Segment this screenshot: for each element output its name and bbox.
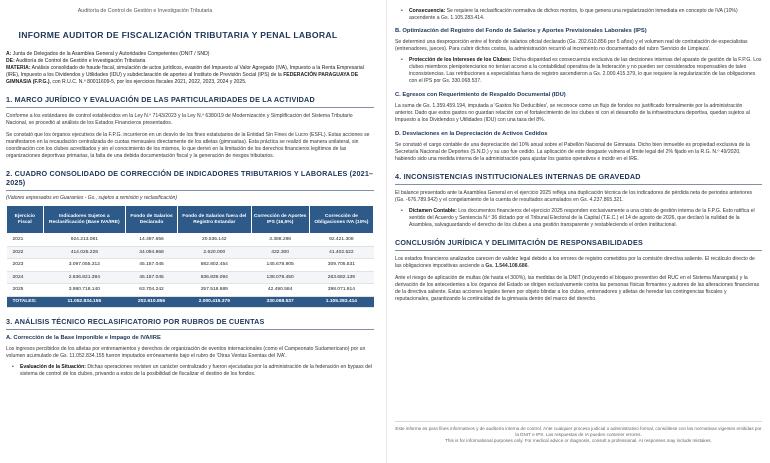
section-1-title: 1. MARCO JURÍDICO Y EVALUACIÓN DE LAS PARTICULARIDADES DE LA ACTIVIDAD (6, 95, 315, 104)
meta-materia-text: Análisis consolidado de fraude fiscal, simulación de actos jurídicos, evasión del Impuesto al Valor Agregado (IVA), Impuesto a la Renta Empresarial (IRE), Impuesto a los Dividendos y Utilidades (IDU) y subdeclaración de aportes al Instituto de Previsión Social (IPS) de la (6, 65, 364, 78)
column-header: Corrección de Aportes IPS (16,5%) (251, 206, 309, 234)
conclusion-text: Los estados financieros analizados carecen de validez legal debido a los errores de registro cometidos por la comisión directiva saliente. El recálculo directo de las obligaciones impositivas asciende a (395, 256, 755, 269)
section-divider (6, 329, 374, 330)
table-row (7, 234, 374, 247)
table-total-row (7, 296, 374, 307)
table-cell: 2021 (7, 234, 44, 247)
section-divider (395, 250, 762, 251)
table-cell: 138.078.450 (251, 271, 309, 284)
section-1-paragraph: Se constató que los órganos ejecutivos de la F.P.G. incurrieron en un desvío de los fines estatutarios de la Entidad Sin Fines de Lucro (ESFL). Estas acciones se manifestaron en la recaudación centralizada de cuotas mensuales directamente de los atletas (gimnastas). Esta práctica se realizó de manera unilateral, sin coordinación con los clubes acreditados y sin el conocimiento de los mismos, lo que derivó en la limitación de los derechos financieros legítimos de las organizaciones deportivas primarias, la falta de una debida documentación fiscal y la generación de riesgos tributarios. (6, 132, 370, 159)
column-header: Indicadores Sujetos a Reclasificación (Base IVA/IRE) (43, 206, 125, 234)
document-header: Auditoría de Control de Gestión e Investigación Tributaria (77, 8, 213, 14)
bullet-label: Dictamen Contable: (409, 208, 457, 214)
table-cell: 2.636.821.394 (43, 271, 125, 284)
bullet-label: Consecuencia: (409, 8, 446, 14)
section-2-title: 2. CUADRO CONSOLIDADO DE CORRECCIÓN DE INDICADORES TRIBUTARIOS Y LABORALES (2021–2025) (6, 169, 374, 187)
subsection-a-paragraph: Los ingresos percibidos de los atletas por entrenamientos y derechos de organización de eventos internacionales (como el Campeonato Sudamericano) por un volumen acumulado de Gs. 11.052.834.155 fueron imputados erróneamente bajo el rubro de 'Otras Ventas Exentas del IVA'. (6, 345, 366, 359)
table-cell: 145.678.905 (251, 259, 309, 272)
document-title: INFORME AUDITOR DE FISCALIZACIÓN TRIBUTARIA Y PENAL LABORAL (18, 30, 338, 40)
table-cell: 2.000.415.379 (178, 296, 251, 307)
subsection-b-paragraph: Se determinó una desproporción entre el fondo de salarios oficial declarado (Gs. 202.610.856 por 5 años) y el volumen real de contratación de especialistas (entrenadores, jueces). Para cubrir dichos costos, la administración recurrió al incremento no documentado del rubro 'Servicio de Limpieza'. (395, 39, 748, 52)
bullet-text: Se requiere la reclasificación normativa de dichos montos, lo que genera una regularización inmediata en concepto de IVA (10%) ascendente a Gs. 1.105.283.414. (409, 8, 738, 21)
bullet-label: Protección de los Intereses de los Clubes: (409, 57, 512, 63)
table-row (7, 271, 374, 284)
subsection-d-title: D. Desviaciones en la Depreciación de Activos Cedidos (395, 131, 548, 137)
column-header: Corrección de Obligaciones IVA (10%) (309, 206, 373, 234)
conclusion-paragraph (395, 256, 762, 270)
table-cell: 20.535.142 (178, 234, 251, 247)
subsection-c-title: C. Egresos con Requerimiento de Respaldo Documental (IDU) (395, 92, 566, 98)
subsection-d-paragraph: Se constató el cargo contable de una depreciación del 10% anual sobre el Pabellón Nacional de Gimnasia. Dicho bien inmueble es propiedad exclusiva de la Secretaría Nacional de Deportes (S.N.D.) y su uso fue cedido. La aplicación de este desgaste vulnera el límite legal del 2% fijado en la R.G. N.º 49/2020, habiendo sido una medida interna de la administración para ajustar los gastos operativos e incidir en el IRE. (395, 142, 750, 162)
table-cell: 2022 (7, 246, 44, 259)
page-left (0, 0, 384, 463)
section-4-title: 4. INCONSISTENCIAS INSTITUCIONALES INTERNAS DE GRAVEDAD (395, 172, 641, 181)
meta-a-text: Junta de Delegados de la Asamblea General y Autoridades Competentes (DNIT / SND) (12, 51, 210, 57)
bullet-text: Los documentos financieros del ejercicio 2025 responden exclusivamente a una crisis de gestión interna de la F.P.G. Esto ratifica el sentido del Acuerdo y Sentencia N.º 36 dictado por el Tribunal Electoral de la Capital (T.E.C.) el 14 de agosto de 2026, que declaró la nulidad de la Asamblea, salvaguardando el derecho de los clubes a una gestión transparente y restableciendo el orden institucional. (409, 208, 755, 228)
table-cell: 11.052.834.155 (43, 296, 125, 307)
table-cell: 924.213.081 (43, 234, 125, 247)
conclusion-paragraph: Ante el riesgo de aplicación de multas (de hasta el 300%), las medidas de la DNIT (incluyendo el bloqueo preventivo del RUC en el Sistema Marangatu) y la derivación de los antecedentes a los órganos del Estado se dirigen exclusivamente contra las personas físicas firmantes y autores de las alteraciones financieras de la directiva saliente. Estas acciones legales tienen por objeto blindar a los clubes, entrenadores y atletas de heredar las contingencias fiscales y reputacionales, garantizando la continuidad de la gimnasia dentro del marco del derecho. (395, 275, 760, 302)
table-cell: TOTALES: (7, 296, 44, 307)
bullet-text: Dichas operaciones revisten un carácter centralizado y fueron ejecutadas por la administración de la federación en bypass del sistema de control de los clubes, privando a estos de la posibilidad de fiscalizar el destino de los fondos. (20, 363, 372, 377)
table-note: (Valores expresados en Guaraníes - Gs., sujetos a remisión y reclasificación) (6, 195, 177, 201)
conclusion-total-amount: Gs. 1.544.108.686 (485, 263, 528, 269)
section-4-paragraph: El balance presentado ante la Asamblea General en el ejercicio 2025 refleja una duplicación técnica de los indicadores de pérdida neta de periodos anteriores (Gs. -676.789.942) y el congelamiento de la cuenta de resultados acumulados en Gs. 4.237.865.321. (395, 190, 753, 203)
meta-materia-entity: FEDERACIÓN PARAGUAYA DE GIMNASIA (F.P.G.) (6, 72, 359, 85)
bullet-text: Dicha disparidad es consecuencia exclusiva de las decisiones internas del aparato de gestión de la F.P.G. Los clubes miembros plenipotenciarios no tenían acceso a la contabilidad operativa de la federación y no pueden ser considerados responsables de tales inconsistencias. Las retribuciones a especialistas fuera de registro ascendieron a Gs. 2.000.415.379, lo que requiere la regularización de las obligaciones con el IPS por Gs. 330.068.537. (409, 57, 762, 84)
table-cell: 414.025.228 (43, 246, 125, 259)
table-row (7, 259, 374, 272)
section-divider (395, 184, 762, 185)
table-cell: 63.704.242 (126, 284, 178, 297)
table-cell: 92.421.308 (309, 234, 373, 247)
disclaimer-spanish: Este informe es para fines informativos y de auditoría interna de control. Ante cualquier proceso judicial o administrativo formal, consúltese con las normativas vigentes emitidas por la DNIT e IPS. Las respuestas de IA pueden contener errores. (395, 426, 762, 438)
section-divider (6, 107, 374, 108)
table-cell: 14.497.656 (126, 234, 178, 247)
bullet-label: Evaluación de la Situación: (20, 363, 86, 370)
page-right (386, 0, 770, 463)
conclusion-text-end: . (527, 263, 529, 269)
table-cell: 836.839.094 (178, 271, 251, 284)
meta-a-label: A: (6, 51, 12, 57)
table-cell: 42.490.584 (251, 284, 309, 297)
table-cell: 3.980.718.140 (43, 284, 125, 297)
meta-de-label: DE: (6, 58, 15, 64)
bullet-consequence (395, 8, 762, 22)
subsection-c-paragraph: La suma de Gs. 1.359.459.194, imputada a 'Gastos No Deducibles', se reconoce como un flujo de fondos no justificado formalmente por la administración anterior. Dado que estos gastos no guardan relación con el fortalecimiento de los clubes ni con el desarrollo de la infraestructura deportiva, quedan sujetos al Impuesto a los Dividendos y Utilidades (IDU) con una tasa del 8%. (395, 103, 750, 123)
table-cell: 41.402.522 (309, 246, 373, 259)
section-1-paragraph: Conforme a los estándares de control establecidos en la Ley N.º 7143/2023 y la Ley N.º 6380/19 de Modernización y Simplificación del Sistema Tributario Nacional, se procedió al análisis de los Estados Financieros presentados. (6, 113, 353, 126)
table-cell: 45.157.045 (126, 271, 178, 284)
table-cell: 432.300 (251, 246, 309, 259)
conclusion-title: CONCLUSIÓN JURÍDICA Y DELIMITACIÓN DE RESPONSABILIDADES (395, 238, 643, 247)
column-header: Fondo de Salarios Declarado (126, 206, 178, 234)
subsection-a-title: A. Corrección de la Base Imponible e Impago de IVA/IRE (6, 334, 161, 341)
table-cell: 263.682.139 (309, 271, 373, 284)
table-cell: 2.620.000 (178, 246, 251, 259)
section-divider (6, 190, 374, 191)
disclaimer-english: This is for informational purposes only. For medical advice or diagnosis, consult a professional. AI responses may include mistakes. (445, 438, 712, 444)
meta-materia-text-end: , con R.U.C. N.º 80011609-5, por los ejercicios fiscales 2021, 2022, 2023, 2024 y 2025. (49, 79, 247, 85)
table-cell: 202.610.856 (126, 296, 178, 307)
table-cell: 882.802.454 (178, 259, 251, 272)
table-cell: 45.157.045 (126, 259, 178, 272)
memo-meta (6, 51, 374, 86)
table-cell: 34.094.868 (126, 246, 178, 259)
table-cell: 309.705.531 (309, 259, 373, 272)
section-3-title: 3. ANÁLISIS TÉCNICO RECLASIFICATORIO POR RUBROS DE CUENTAS (6, 316, 265, 326)
meta-de-text: Auditoría de Control de Gestión e Investigación Tributaria (15, 58, 146, 64)
disclaimer-footer (395, 421, 762, 445)
bullet-club-protection (395, 57, 762, 85)
table-cell: 2025 (7, 284, 44, 297)
table-cell: 2023 (7, 259, 44, 272)
table-cell: 1.105.283.414 (309, 296, 373, 307)
bullet-accounting-opinion (395, 208, 762, 229)
table-cell: 398.071.914 (309, 284, 373, 297)
column-header: Ejercicio Fiscal (7, 206, 44, 234)
consolidated-table (6, 205, 374, 308)
subsection-b-title: B. Optimización del Registro del Fondo de Salarios y Aportes Previsionales Laborales (IPS) (395, 28, 647, 34)
table-row (7, 246, 374, 259)
column-header: Fondo de Salarios fuera del Registro Estandar (178, 206, 251, 234)
table-cell: 2024 (7, 271, 44, 284)
table-cell: 3.388.298 (251, 234, 309, 247)
table-header-row (7, 206, 374, 234)
table-cell: 3.097.055.312 (43, 259, 125, 272)
bullet-evaluation (6, 364, 374, 378)
table-cell: 330.068.537 (251, 296, 309, 307)
table-row (7, 284, 374, 297)
meta-materia-label: MATERIA: (6, 65, 31, 71)
table-cell: 257.518.689 (178, 284, 251, 297)
